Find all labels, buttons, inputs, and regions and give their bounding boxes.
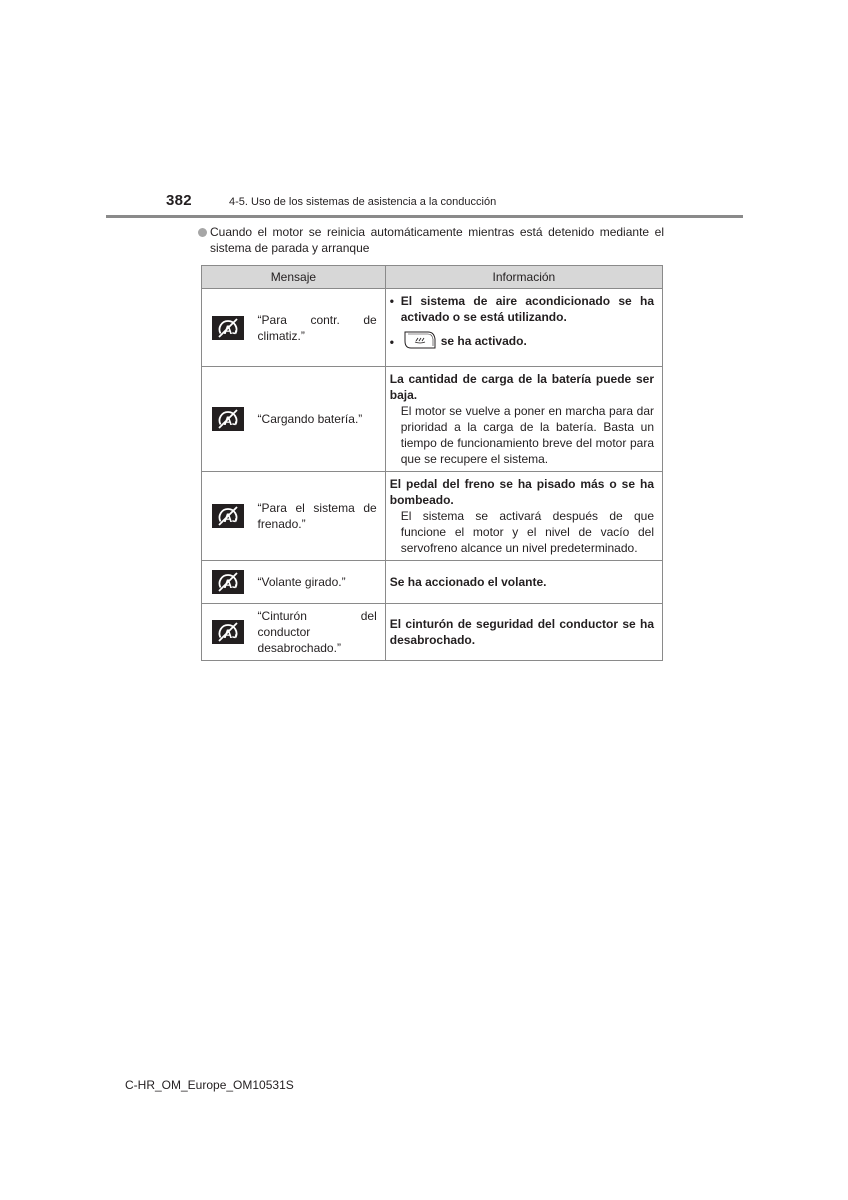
page-number: 382 <box>166 192 192 209</box>
message-text <box>254 289 386 367</box>
message-label: “Volante girado.” <box>257 575 346 589</box>
header-rule <box>106 215 743 218</box>
message-label: “Cinturón del conductor desabrochado.” <box>257 609 377 655</box>
bullet-mark: • <box>389 294 394 308</box>
svg-text:A: A <box>223 577 233 591</box>
header-message: Mensaje <box>202 266 386 289</box>
stop-start-indicator-icon <box>212 504 244 528</box>
info-description: El sistema se activará después de que funcione el motor y el nivel de vacío del servofreno alcance un nivel predeterminado. <box>400 509 654 555</box>
svg-text:A: A <box>223 627 233 641</box>
table-row <box>202 604 663 661</box>
info-cell <box>385 289 662 367</box>
footer-code: C-HR_OM_Europe_OM10531S <box>125 1078 294 1092</box>
message-text <box>254 472 386 561</box>
svg-text:A: A <box>223 511 233 525</box>
info-heading: La cantidad de carga de la batería puede ser baja. <box>389 372 654 402</box>
message-label: “Para contr. de climatiz.” <box>257 312 377 343</box>
intro-line-1 <box>198 224 664 240</box>
svg-text:A: A <box>223 322 233 337</box>
message-text <box>254 367 386 472</box>
message-label: “Para el sistema de frenado.” <box>257 501 377 531</box>
info-cell <box>385 561 662 604</box>
icon-cell <box>202 472 254 561</box>
message-table <box>201 265 663 661</box>
intro-line-2: sistema de parada y arranque <box>210 241 370 255</box>
intro-paragraph <box>198 224 664 256</box>
stop-start-indicator-icon <box>212 570 244 594</box>
icon-cell <box>202 367 254 472</box>
header-information: Información <box>385 266 662 289</box>
message-label: “Cargando batería.” <box>257 412 363 426</box>
info-bullet-suffix: se ha activado. <box>440 334 527 349</box>
svg-text:A: A <box>223 414 233 428</box>
info-bullet-text: El sistema de aire acondicionado se ha activado o se está utilizando. <box>400 294 654 324</box>
table-row <box>202 561 663 604</box>
info-bullet <box>390 293 654 325</box>
stop-start-indicator-icon <box>212 316 244 340</box>
icon-cell <box>202 561 254 604</box>
info-cell <box>385 604 662 661</box>
message-text <box>254 561 386 604</box>
stop-start-indicator-icon <box>212 407 244 431</box>
table-header-row <box>202 266 663 289</box>
icon-cell <box>202 289 254 367</box>
info-heading: El cinturón de seguridad del conductor se ha desabrochado. <box>389 617 654 647</box>
info-heading: Se ha accionado el volante. <box>389 575 547 589</box>
table-row <box>202 289 663 367</box>
bullet-mark: • <box>389 335 394 349</box>
info-cell <box>385 367 662 472</box>
intro-text-1: Cuando el motor se reinicia automáticamente mientras está detenido mediante el <box>210 225 664 239</box>
bullet-dot-icon <box>198 228 207 237</box>
info-cell <box>385 472 662 561</box>
info-description: El motor se vuelve a poner en marcha para dar prioridad a la carga de la batería. Basta un tiempo de funcionamiento breve del motor para que se recupere el sistema. <box>400 404 654 466</box>
section-title: 4-5. Uso de los sistemas de asistencia a la conducción <box>229 196 497 208</box>
info-bullet <box>390 329 654 355</box>
stop-start-indicator-icon <box>212 620 244 644</box>
table-row <box>202 472 663 561</box>
info-bullet-text <box>401 329 527 355</box>
message-text <box>254 604 386 661</box>
defroster-button-icon <box>403 329 437 355</box>
icon-cell <box>202 604 254 661</box>
info-heading: El pedal del freno se ha pisado más o se ha bombeado. <box>389 477 654 507</box>
table-row <box>202 367 663 472</box>
